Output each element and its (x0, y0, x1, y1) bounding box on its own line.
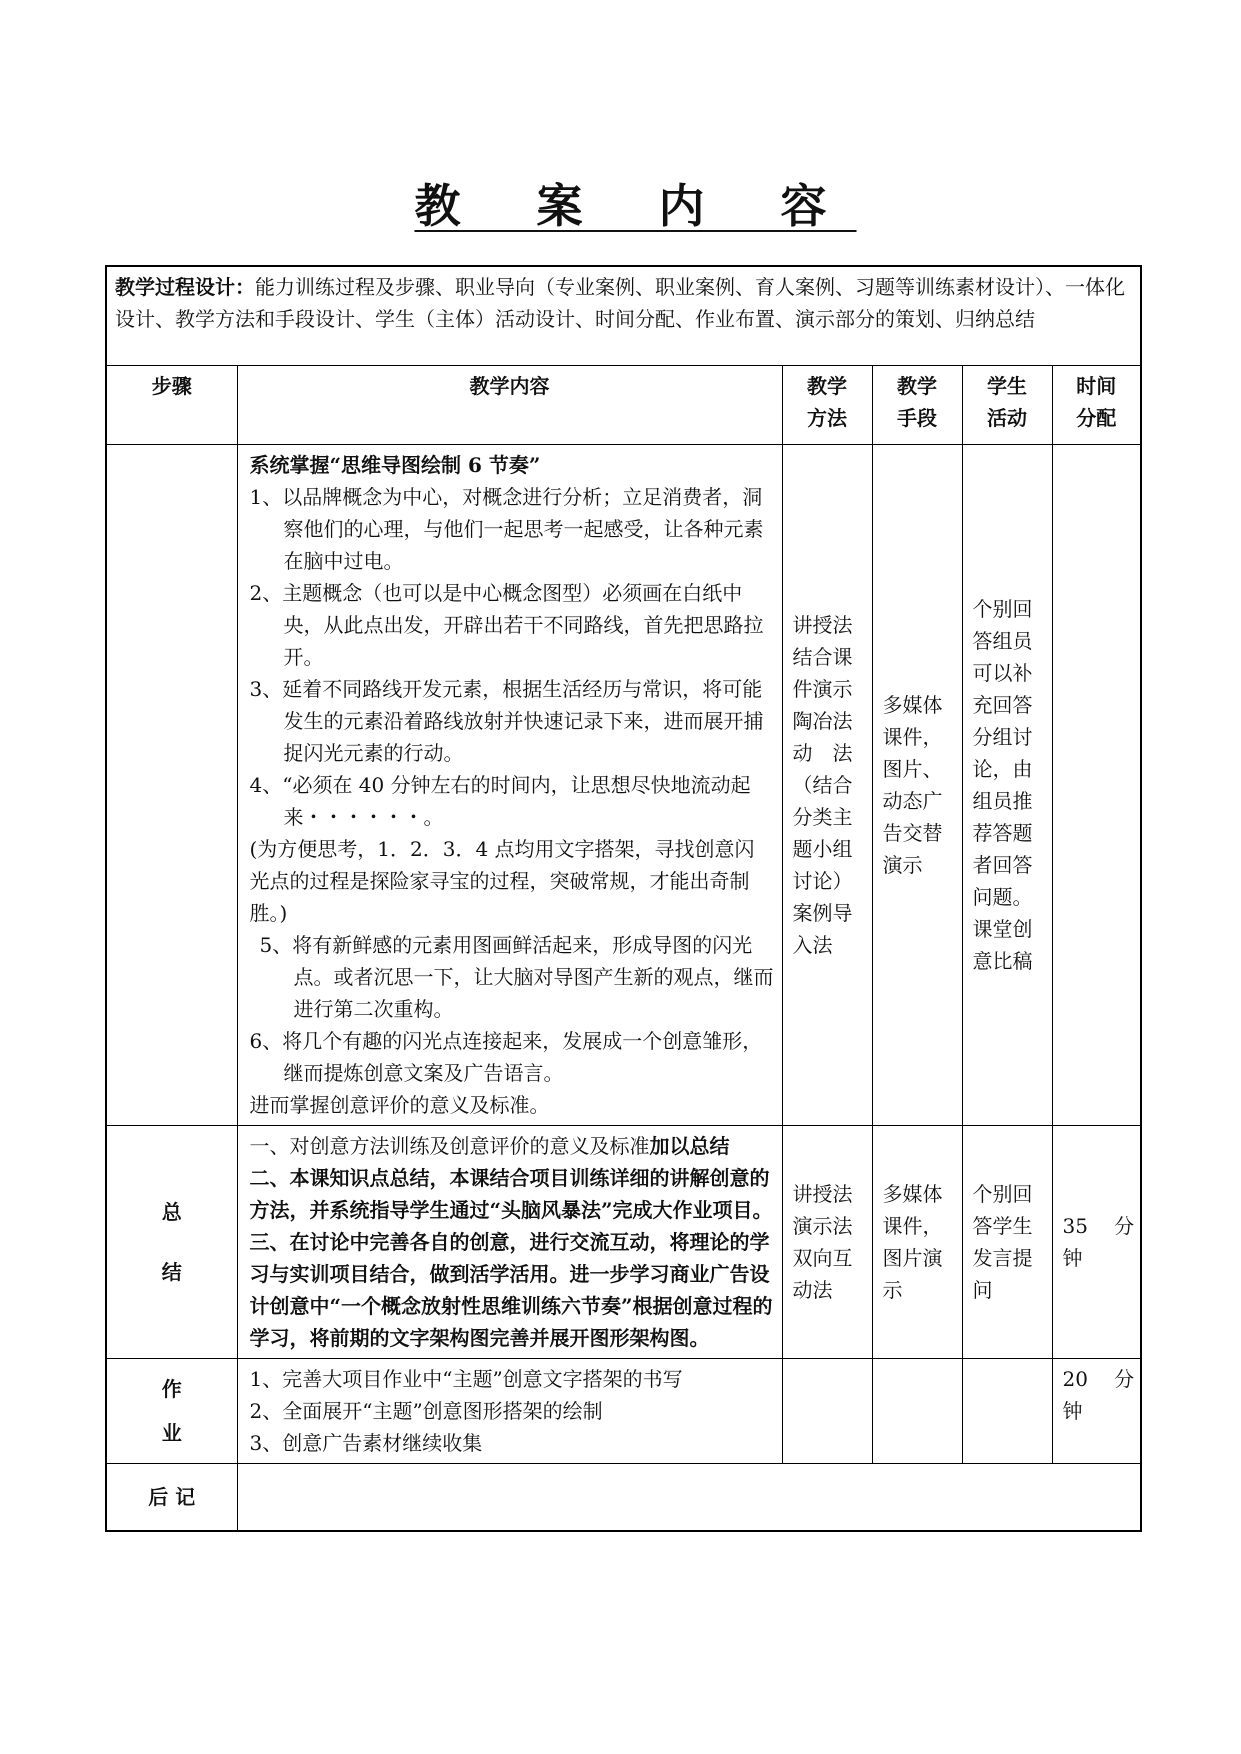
afterword-step: 后 记 (106, 1464, 237, 1532)
process-item-1: 1、以品牌概念为中心，对概念进行分析；立足消费者，洞察他们的心理，与他们一起思考一起感受，让各种元素在脑中过电。 (249, 485, 764, 573)
header-means (872, 366, 962, 445)
page-title: 教 案 内 容 (414, 179, 857, 233)
summary-line-1 (250, 1130, 774, 1162)
row-afterword (106, 1464, 1141, 1532)
summary-line-1-normal: 一、对创意方法训练及创意评价的意义及标准 (249, 1134, 650, 1158)
header-activity-text: 学生活动 (987, 374, 1027, 430)
homework-time-unit: 分 (1114, 1367, 1135, 1391)
summary-activity: 个别回答学生发言提问 (962, 1126, 1052, 1359)
summary-step: 总 结 (106, 1126, 237, 1359)
homework-item-1: 1、完善大项目作业中“主题”创意文字搭架的书写 (249, 1367, 683, 1391)
process-item-6: 6、将几个有趣的闪光点连接起来，发展成一个创意雏形，继而提炼创意文案及广告语言。 (249, 1029, 763, 1085)
homework-means (872, 1359, 962, 1464)
lesson-plan-table (105, 265, 1142, 1532)
summary-time (1052, 1126, 1141, 1359)
homework-item-3: 3、创意广告素材继续收集 (249, 1431, 483, 1455)
summary-means: 多媒体课件，图片演示 (872, 1126, 962, 1359)
summary-time-line (1063, 1210, 1135, 1242)
process-activity: 个别回答组员可以补充回答分组讨论，由组员推荐答题者回答问题。课堂创意比稿 (962, 445, 1052, 1126)
header-means-text: 教学手段 (897, 374, 937, 430)
row-summary (106, 1126, 1141, 1359)
process-method: 讲授法结合课件演示陶冶法动 法（结合分类主题小组讨论）案例导入法 (782, 445, 872, 1126)
header-time (1052, 366, 1141, 445)
row-homework (106, 1359, 1141, 1464)
process-item-3: 3、延着不同路线开发元素，根据生活经历与常识，将可能发生的元素沿着路线放射并快速记录下来，进而展开捕捉闪光元素的行动。 (249, 677, 764, 765)
homework-step: 作 业 (106, 1359, 237, 1464)
homework-time-tail: 钟 (1062, 1399, 1083, 1423)
design-label: 教学过程设计： (115, 275, 255, 299)
header-row (106, 366, 1141, 445)
row-process-step (106, 445, 237, 1126)
row-process-content (237, 445, 782, 1126)
design-cell (106, 266, 1141, 366)
homework-content (237, 1359, 782, 1464)
process-last: 进而掌握创意评价的意义及标准。 (249, 1093, 550, 1117)
homework-time-line (1063, 1363, 1135, 1395)
process-time (1052, 445, 1141, 1126)
summary-time-tail: 钟 (1062, 1246, 1083, 1270)
header-step: 步骤 (106, 366, 237, 445)
process-note: (为方便思考，1．2．3．4 点均用文字搭架，寻找创意闪光点的过程是探险家寻宝的过程，突破常规，才能出奇制胜。) (249, 837, 755, 925)
homework-method (782, 1359, 872, 1464)
process-heading: 系统掌握“思维导图绘制 6 节奏” (249, 453, 541, 477)
summary-content (237, 1126, 782, 1359)
homework-time-num: 20 (1062, 1367, 1088, 1391)
homework-time (1052, 1359, 1141, 1464)
summary-para-2: 二、本课知识点总结，本课结合项目训练详细的讲解创意的方法，并系统指导学生通过“头脑风暴法”完成大作业项目。 (249, 1166, 773, 1222)
header-activity (962, 366, 1052, 445)
header-time-text: 时间分配 (1076, 374, 1117, 430)
summary-time-unit: 分 (1114, 1214, 1135, 1238)
afterword-content (237, 1464, 1141, 1532)
summary-para-3: 三、在讨论中完善各自的创意，进行交流互动，将理论的学习与实训项目结合，做到活学活用。进一步学习商业广告设计创意中“一个概念放射性思维训练六节奏”根据创意过程的学习，将前期的文字架构图完善并展开图形架构图。 (249, 1230, 773, 1350)
design-text: 能力训练过程及步骤、职业导向（专业案例、职业案例、育人案例、习题等训练素材设计）、一体化设计、教学方法和手段设计、学生（主体）活动设计、时间分配、作业布置、演示部分的策划、归纳总结 (115, 275, 1125, 331)
header-method (782, 366, 872, 445)
process-item-4: 4、“必须在 40 分钟左右的时间内，让思想尽快地流动起来・・・・・・。 (249, 773, 751, 829)
process-means: 多媒体课件，图片、动态广告交替演示 (872, 445, 962, 1126)
design-row (106, 266, 1141, 366)
process-item-2: 2、主题概念（也可以是中心概念图型）必须画在白纸中央，从此点出发，开辟出若干不同路线，首先把思路拉开。 (249, 581, 764, 669)
summary-method: 讲授法演示法双向互动法 (782, 1126, 872, 1359)
process-item-5: 5、将有新鲜感的元素用图画鲜活起来，形成导图的闪光点。或者沉思一下，让大脑对导图产生新的观点，继而进行第二次重构。 (259, 933, 774, 1021)
header-method-text: 教学方法 (807, 374, 847, 430)
homework-activity (962, 1359, 1052, 1464)
homework-item-2: 2、全面展开“主题”创意图形搭架的绘制 (249, 1399, 603, 1423)
summary-time-num: 35 (1062, 1214, 1088, 1238)
header-content: 教学内容 (237, 366, 782, 445)
row-process (106, 445, 1141, 1126)
summary-line-1-bold: 加以总结 (649, 1134, 730, 1158)
